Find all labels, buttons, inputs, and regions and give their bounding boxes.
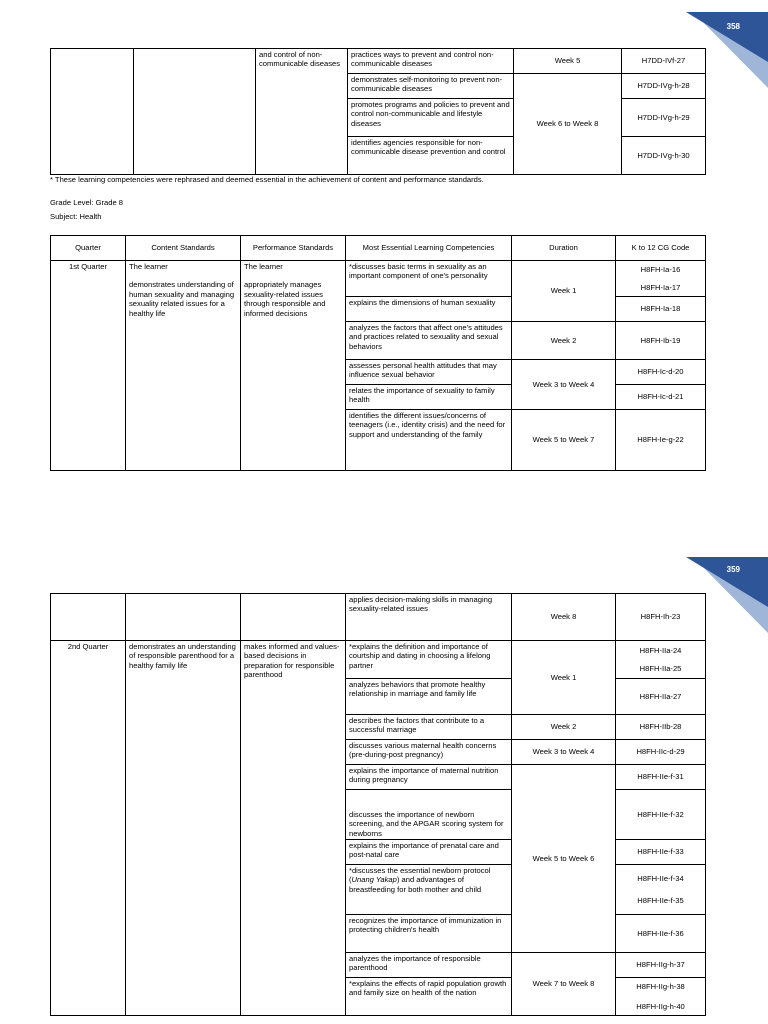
code-cell: H8FH-IIe-f-36: [616, 915, 706, 953]
content-intro: The learner: [129, 262, 168, 271]
melc-cell: recognizes the importance of immunization in protecting children's health: [346, 915, 512, 953]
melc-cell: applies decision-making skills in managing sexuality-related issues: [346, 594, 512, 641]
grade8-table-q2: [50, 593, 706, 1016]
melc-cell: explains the importance of prenatal care and post-natal care: [346, 840, 512, 865]
footnote: * These learning competencies were rephrased and deemed essential in the achievement of content and performance standards.: [50, 175, 484, 184]
grade8-table-q1: [50, 235, 706, 471]
code-cell: H7DD-IVg-h-30: [622, 137, 706, 175]
duration-cell: Week 5 to Week 6: [512, 765, 616, 953]
performance-cell: makes informed and values-based decisions in preparation for responsible parenthood: [241, 641, 346, 1016]
page-number: 359: [726, 565, 740, 574]
melc-cell: [346, 865, 512, 915]
code-cell: H8FH-IIg-h-37: [616, 953, 706, 978]
code-cell: H8FH-Ic-d-20: [616, 360, 706, 385]
performance-cell: [241, 594, 346, 641]
duration-cell: Week 6 to Week 8: [514, 74, 622, 175]
duration-cell: Week 8: [512, 594, 616, 641]
duration-cell: Week 7 to Week 8: [512, 953, 616, 1016]
melc-cell: analyzes behaviors that promote healthy relationship in marriage and family life: [346, 679, 512, 715]
code-cell: H8FH-IIe-f-33: [616, 840, 706, 865]
melc-cell: analyzes the importance of responsible parenthood: [346, 953, 512, 978]
code-cell: H7DD-IVf-27: [622, 49, 706, 74]
code-cell: [616, 641, 706, 679]
cg-code: H8FH-Ia-17: [640, 282, 681, 292]
header-melc: Most Essential Learning Competencies: [346, 236, 512, 261]
melc-text: *discusses the essential newborn protocol (: [349, 866, 491, 885]
code-cell: H8FH-Ie-g-22: [616, 410, 706, 471]
code-cell: H8FH-IIb-28: [616, 715, 706, 740]
performance-cell: and control of non-communicable diseases: [256, 49, 348, 175]
cg-code: H8FH-IIa-25: [639, 663, 682, 673]
content-cell: demonstrates an understanding of responsible parenthood for a healthy family life: [126, 641, 241, 1016]
header-duration: Duration: [512, 236, 616, 261]
page-number: 358: [726, 22, 740, 31]
duration-cell: Week 3 to Week 4: [512, 740, 616, 765]
melc-cell: explains the importance of maternal nutrition during pregnancy: [346, 765, 512, 790]
duration-cell: Week 3 to Week 4: [512, 360, 616, 410]
grade-level: Grade Level: Grade 8: [50, 198, 124, 207]
performance-cell: [241, 261, 346, 471]
melc-cell: assesses personal health attitudes that may influence sexual behavior: [346, 360, 512, 385]
melc-cell: demonstrates self-monitoring to prevent non-communicable diseases: [348, 74, 514, 99]
melc-cell: promotes programs and policies to prevent and control non-communicable and lifestyle diseases: [348, 99, 514, 137]
melc-cell: discusses various maternal health concerns (pre-during-post pregnancy): [346, 740, 512, 765]
cg-code: H8FH-IIg-h-40: [636, 1001, 685, 1011]
cg-code: H8FH-IIa-24: [639, 646, 682, 656]
code-cell: [616, 865, 706, 915]
melc-cell: identifies the different issues/concerns of teenagers (i.e., identity crisis) and the need for support and understanding of the family: [346, 410, 512, 471]
header-cg-code: K to 12 CG Code: [616, 236, 706, 261]
code-cell: H8FH-Ih-23: [616, 594, 706, 641]
melc-italic-term: Unang Yakap: [351, 875, 397, 885]
melc-cell: practices ways to prevent and control non-communicable diseases: [348, 49, 514, 74]
code-cell: H7DD-IVg-h-29: [622, 99, 706, 137]
code-cell: H8FH-IIa-27: [616, 679, 706, 715]
duration-cell: Week 2: [512, 322, 616, 360]
duration-cell: Week 2: [512, 715, 616, 740]
code-cell: H8FH-IIe-f-32: [616, 790, 706, 840]
melc-cell: discusses the importance of newborn screening, and the APGAR scoring system for newborns: [346, 790, 512, 840]
code-cell: [616, 261, 706, 297]
duration-cell: Week 5 to Week 7: [512, 410, 616, 471]
quarter-cell: [51, 49, 134, 175]
quarter-cell: [51, 594, 126, 641]
header-quarter: Quarter: [51, 236, 126, 261]
cg-code: H8FH-IIg-h-38: [636, 982, 685, 992]
melc-cell: relates the importance of sexuality to family health: [346, 385, 512, 410]
quarter-cell: 1st Quarter: [51, 261, 126, 471]
cg-code: H8FH-IIe-f-35: [637, 895, 684, 905]
melc-cell: analyzes the factors that affect one's attitudes and practices related to sexuality and sexual behaviors: [346, 322, 512, 360]
performance-intro: The learner: [244, 262, 283, 271]
code-cell: H8FH-Ib-19: [616, 322, 706, 360]
melc-cell: *explains the effects of rapid population growth and family size on health of the nation: [346, 978, 512, 1016]
melc-cell: explains the dimensions of human sexuality: [346, 297, 512, 322]
duration-cell: Week 1: [512, 641, 616, 715]
page-359: [0, 555, 768, 1024]
melc-cell: *discusses basic terms in sexuality as an important component of one's personality: [346, 261, 512, 297]
code-cell: H7DD-IVg-h-28: [622, 74, 706, 99]
content-text: demonstrates understanding of human sexuality and managing sexuality related issues for a healthy life: [129, 280, 235, 318]
performance-text: appropriately manages sexuality-related issues through responsible and informed decisions: [244, 280, 326, 318]
top-table: [50, 48, 706, 175]
melc-cell: describes the factors that contribute to a successful marriage: [346, 715, 512, 740]
header-performance-standards: Performance Standards: [241, 236, 346, 261]
quarter-cell: 2nd Quarter: [51, 641, 126, 1016]
duration-cell: Week 1: [512, 261, 616, 322]
cg-code: H8FH-IIe-f-34: [637, 874, 684, 884]
content-cell: [126, 261, 241, 471]
subject: Subject: Health: [50, 212, 102, 221]
code-cell: H8FH-Ia-18: [616, 297, 706, 322]
melc-cell: identifies agencies responsible for non-communicable disease prevention and control: [348, 137, 514, 175]
code-cell: H8FH-Ic-d-21: [616, 385, 706, 410]
melc-text: ) and advantages of breastfeeding for both mother and child: [349, 875, 482, 894]
cg-code: H8FH-Ia-16: [640, 265, 681, 275]
code-cell: H8FH-IIe-f-31: [616, 765, 706, 790]
code-cell: H8FH-IIc-d-29: [616, 740, 706, 765]
code-cell: [616, 978, 706, 1016]
content-cell: [126, 594, 241, 641]
header-content-standards: Content Standards: [126, 236, 241, 261]
content-cell: [134, 49, 256, 175]
melc-cell: *explains the definition and importance of courtship and dating in choosing a lifelong partner: [346, 641, 512, 679]
duration-cell: Week 5: [514, 49, 622, 74]
